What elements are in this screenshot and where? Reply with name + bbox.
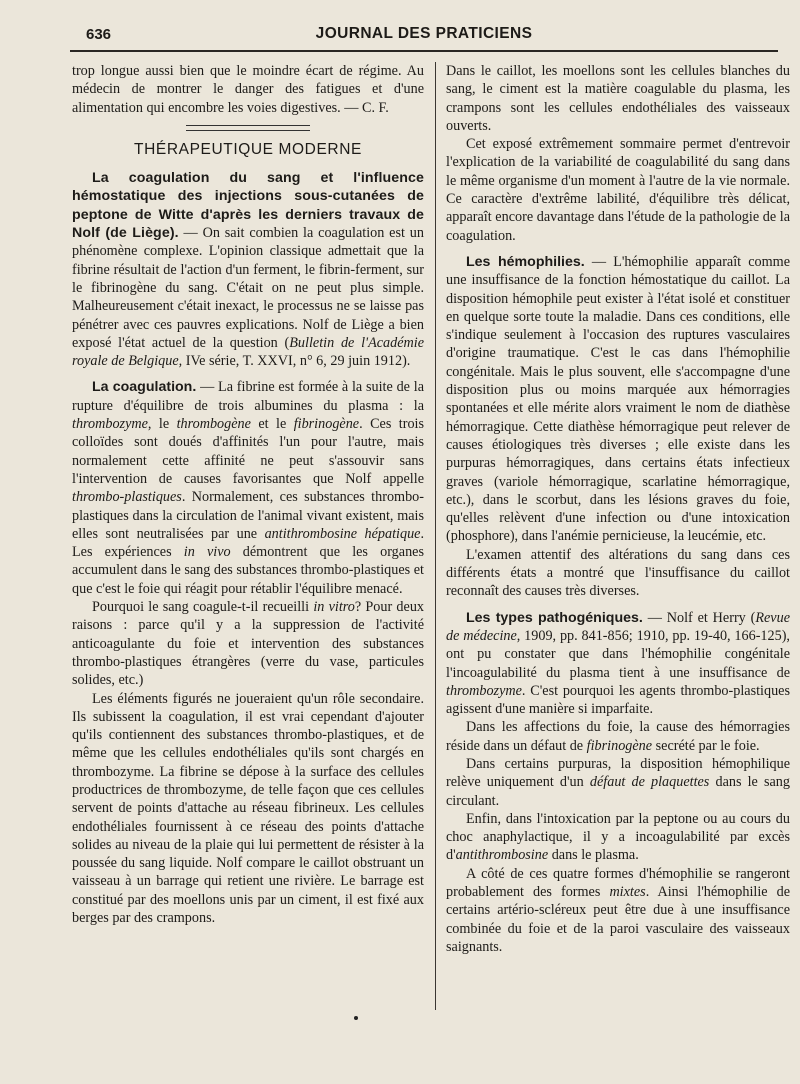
pourquoi-paragraph: Pourquoi le sang coagule-t-il recueilli in vitro? Pour deux raisons : parce qu'il y a la suppression de l'activité anticoagulante du foie et intervention des substances thrombo-plastiques étrangères (verre du vase, particules solides, etc.) (72, 599, 425, 689)
header-rule (70, 50, 778, 52)
hemophilies-subtitle: Les hémophilies. (466, 253, 585, 270)
column-rule (435, 62, 436, 1010)
types-subtitle: Les types pathogéniques. (466, 609, 643, 626)
section-separator (186, 125, 310, 131)
expose-paragraph: Cet exposé extrêmement sommaire permet d'entrevoir l'explication de la variabilité de coagulabilité du sang dans le même organisme d'un moment à l'autre de la vie normale. Ce caractère d'extrême labilité, d'équilibre très délicat, apparaît encore davantage dans l'étude de la pathologie de la coagulation. (446, 136, 790, 244)
coagulation-paragraph: La coagulation. — La fibrine est formée à la suite de la rupture d'équilibre de trois albumines du plasma : la thrombozyme, le thrombogène et le fibrinogène. Ces trois colloïdes sont doués d'affinités l'un pour l'autre, mais normalement cette affinité ne peut s'assouvir sans l'intervention de causes favorisantes que Nolf appelle thrombo-plastiques. Normalement, ces substances thrombo-plastiques dans la circulation de l'animal vivant existent, mais elles sont neutralisées par une antithrombosine hépatique. Les expériences in vivo démontrent que les organes accumulent dans le sang des substances thrombo-plastiques et que c'est le foie qui réagit pour rétablir l'équilibre menacé. (72, 379, 425, 597)
purpuras-paragraph: Dans certains purpuras, la disposition hémophilique relève uniquement d'un défaut de plaquettes dans le sang circulant. (446, 755, 790, 809)
right-column (446, 62, 790, 956)
caillot-paragraph: Dans le caillot, les moellons sont les cellules blanches du sang, le ciment est la matière coagulable du plasma, les crampons sont les cellules endothéliales des vaisseaux ouverts. (446, 63, 790, 134)
types-paragraph: Les types pathogéniques. — Nolf et Herry (Revue de médecine, 1909, pp. 841-856; 1910, pp. 19-40, 166-125), ont pu constater que dans l'hémophilie congénitale l'incoagulabilité du plasma tient à une insuffisance de thrombozyme. C'est pourquoi les agents thrombo-plastiques agissent d'une manière si imparfaite. (446, 609, 790, 718)
foie-paragraph: Dans les affections du foie, la cause des hémorragies réside dans un défaut de fibrinogène secrété par le foie. (446, 719, 790, 754)
article-intro-paragraph: La coagulation du sang et l'influence hémostatique des injections sous-cutanées de peptone de Witte d'après les derniers travaux de Nolf (de Liège). — On sait combien la coagulation est un phénomène complexe. L'opinion classique admettait que la fibrine résultait de l'action d'un ferment, le fibrin-ferment, sur le fibrinogène du sang. C'était on ne peut plus simple. Malheureusement c'était inexact, le processus ne se laisse pas pénétrer avec ces pauvres explications. Nolf de Liège a bien exposé l'état actuel de la question (Bulletin de l'Académie royale de Belgique, IVe série, T. XXVI, n° 6, 29 juin 1912). (72, 170, 425, 370)
article-lead: La coagulation du sang et l'influence hémostatique des injections sous-cutanées de peptone de Witte d'après les derniers travaux de Nolf (de Liège). (72, 170, 424, 242)
section-title: THÉRAPEUTIQUE MODERNE (134, 140, 362, 158)
elements-paragraph: Les éléments figurés ne joueraient qu'un rôle secondaire. Ils subissent la coagulation, il est vrai cependant d'ajouter qu'ils contiennent des substances thrombo-plastiques, et de même que les cellules endothéliales qu'ils sont chargés en thrombozyme. La fibrine se dépose à la surface des cellules productrices de thrombozyme, de telle façon que ces cellules servent de points d'attache au réseau fibrineux. Les cellules endothéliales fournissent à ce réseau des points d'attache solides au niveau de la plaie qui lui permettent de résister à la poussée du sang liquide. Nolf compare le caillot obstruant un vaisseau à un barrage qui retient une rivière. Le barrage est constitué par des moellons unis par un ciment, il est fixé aux berges par des crampons. (72, 690, 424, 927)
examen-paragraph: L'examen attentif des altérations du sang dans ces différents états a montré que l'insuffisance du caillot reconnaît des causes très diverses. (446, 546, 790, 600)
enfin-paragraph: Enfin, dans l'intoxication par la peptone ou au cours du choc anaphylactique, il y a incoagulabilité par excès d'antithrombosine dans le plasma. (446, 810, 790, 864)
intro-paragraph: trop longue aussi bien que le moindre écart de régime. Au médecin de montrer le danger des fatigues et d'une alimentation qui encombre les voies digestives. — C. F. (72, 63, 424, 116)
journal-title: JOURNAL DES PRATICIENS (315, 25, 533, 42)
hemophilies-paragraph: Les hémophilies. — L'hémophilie apparaît comme une insuffisance de la fonction hémostatique du caillot. La disposition hémophile peut exister à l'état isolé et constituer en quelque sorte toute la maladie. Dans ces conditions, elle s'indique seulement à l'occasion des ruptures vasculaires d'origine traumatique. C'est le cas dans l'hémophilie congénitale. Mais le plus souvent, elle s'accompagne d'une disposition plus ou moins marquée aux hémorragies spontanées et elle mérite alors vraiment le nom de diathèse hémorragique. Cette diathèse hémorragique peut relever de causes étiologiques très diverses ; elle existe dans les purpuras hémorragiques, dans certains états infectieux graves (variole hémorragique, scarlatine hémorragique, etc.), dans le scorbut, dans les lésions graves du foie, qu'elles relèvent d'une infection ou d'une intoxication (phosphore), dans l'anémie pernicieuse, la leucémie, etc. (446, 253, 791, 545)
footer-dot (354, 1016, 358, 1020)
left-column (72, 62, 424, 927)
coagulation-subtitle: La coagulation. (92, 379, 197, 396)
citation: Bulletin de l'Académie royale de Belgique, (72, 334, 425, 370)
page-header (70, 22, 778, 48)
cote-paragraph: A côté de ces quatre formes d'hémophilie se rangeront probablement des formes mixtes. Ainsi l'hémophilie de certains artério-scléreux peut être due à une insuffisance combinée du foie et de la paroi vasculaire des vaisseaux saignants. (446, 865, 791, 955)
page-number: 636 (86, 26, 112, 43)
